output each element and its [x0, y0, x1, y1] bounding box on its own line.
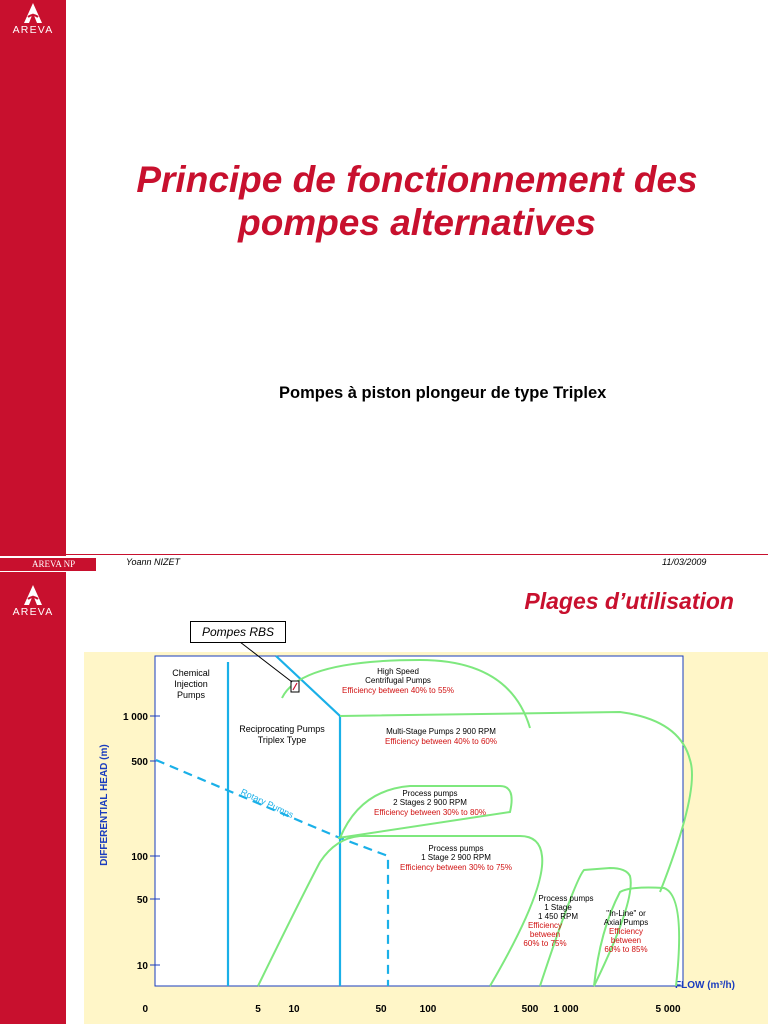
page-title: Principe de fonctionnement des pompes alternatives [136, 159, 698, 243]
page-subtitle: Pompes à piston plongeur de type Triplex [279, 384, 607, 402]
y-tick-label: 100 [131, 852, 148, 863]
logo-wordmark: AREVA [12, 24, 54, 36]
region-label-inline: "In-Line" or Axial Pumps [603, 909, 649, 927]
efficiency-process-1stage: Efficiency between 30% to 75% [400, 863, 512, 872]
x-tick-label: 100 [419, 1004, 437, 1015]
efficiency-multistage: Efficiency between 40% to 60% [385, 737, 497, 746]
region-label-high-speed: High Speed Centrifugal Pumps [365, 667, 431, 685]
efficiency-high-speed: Efficiency between 40% to 55% [342, 686, 454, 695]
region-label-chemical: Chemical Injection Pumps [172, 668, 210, 700]
region-label-multistage: Multi-Stage Pumps 2 900 RPM [386, 727, 496, 736]
footer-author: Yoann NIZET [126, 557, 181, 567]
pompes-rbs-callout: Pompes RBS [190, 621, 286, 643]
y-tick-label: 50 [136, 895, 148, 906]
x-tick-label: 5 000 [655, 1004, 681, 1015]
rotary-pumps-label: Rotary Pumps [239, 786, 296, 820]
logo-wordmark: AREVA [12, 606, 54, 618]
efficiency-process-1450: Efficiency between 60% to 75% [523, 921, 567, 948]
y-tick-label: 1 000 [122, 712, 148, 723]
x-tick-label: 10 [288, 1004, 300, 1015]
footer-company: AREVA NP [0, 558, 96, 571]
efficiency-inline: Efficiency between 60% to 85% [604, 927, 648, 954]
slide-title: Plages d’utilisation [524, 588, 734, 614]
region-label-process-1stage: Process pumps 1 Stage 2 900 RPM [421, 844, 491, 862]
y-tick-label: 0 [142, 1004, 148, 1015]
x-axis-label: FLOW (m³/h) [675, 980, 735, 991]
y-tick-label: 500 [131, 757, 148, 768]
y-tick-label: 10 [136, 961, 148, 972]
x-tick-label: 5 [255, 1004, 261, 1015]
footer-date: 11/03/2009 [662, 557, 707, 567]
y-axis-label: DIFFERENTIAL HEAD (m) [99, 744, 110, 866]
region-label-reciprocating: Reciprocating Pumps Triplex Type [239, 724, 325, 745]
region-label-process-2stage: Process pumps 2 Stages 2 900 RPM [393, 789, 467, 807]
x-tick-label: 50 [375, 1004, 387, 1015]
x-tick-label: 1 000 [553, 1004, 579, 1015]
x-tick-label: 500 [521, 1004, 539, 1015]
efficiency-process-2stage: Efficiency between 30% to 80% [374, 808, 486, 817]
region-label-process-1450: Process pumps 1 Stage 1 450 RPM [537, 894, 594, 921]
